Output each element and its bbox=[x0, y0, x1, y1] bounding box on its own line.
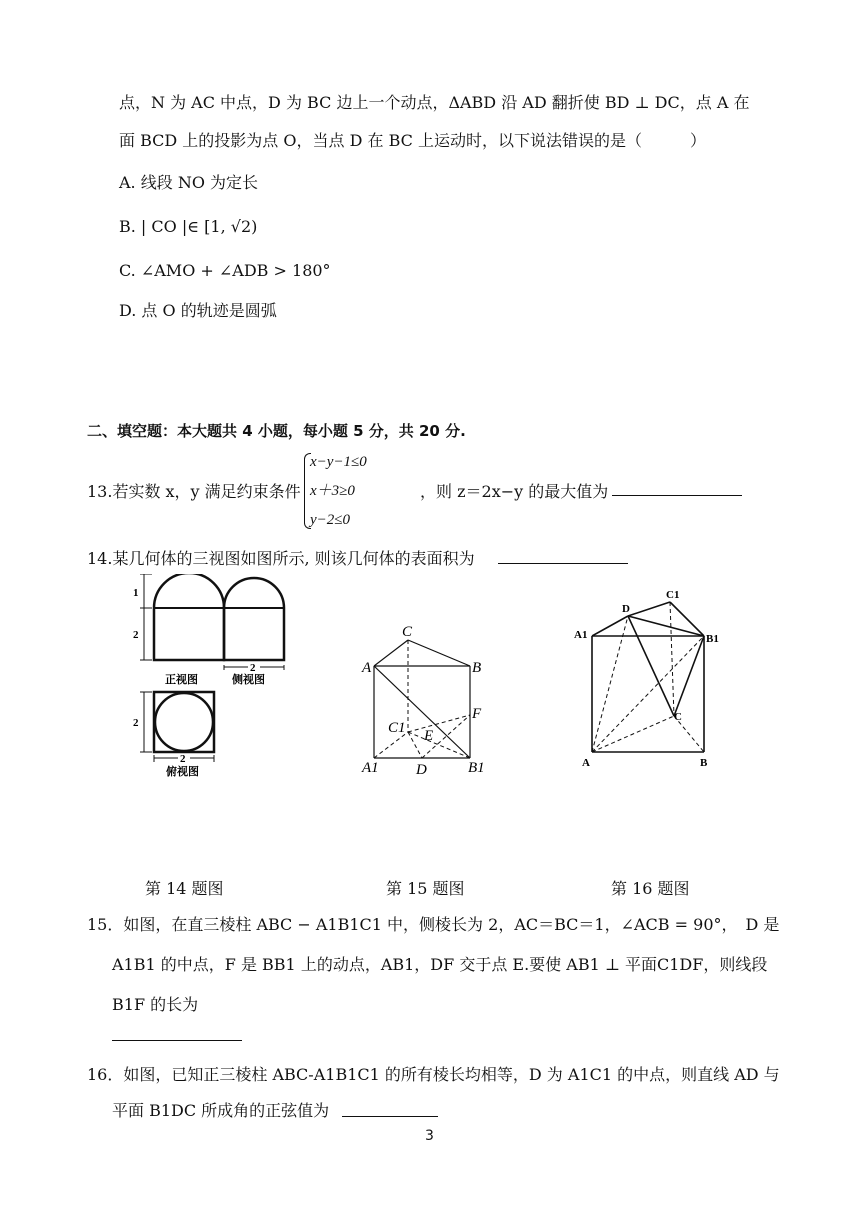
label-side-view: 侧视图 bbox=[232, 674, 265, 686]
dim-label-4: 2 bbox=[133, 717, 139, 729]
q13-constraint-1: x−y−1≤0 bbox=[310, 454, 367, 470]
label-top-view: 俯视图 bbox=[166, 766, 199, 778]
fig16-label-d: D bbox=[622, 603, 630, 615]
fig15-label-b1: B1 bbox=[468, 760, 485, 776]
fig15-label-c: C bbox=[402, 624, 413, 640]
dim-label-5: 2 bbox=[180, 753, 186, 765]
fig16-label-a: A bbox=[582, 757, 590, 769]
figure-16-prism bbox=[570, 588, 730, 772]
fig15-label-d: D bbox=[416, 762, 427, 778]
q16-line2: 平面 B1DC 所成角的正弦值为 bbox=[112, 1101, 330, 1120]
front-view-shape bbox=[154, 574, 224, 660]
q15-line1: 15．如图，在直三棱柱 ABC − A1B1C1 中，侧棱长为 2，AC＝BC＝1，∠ACB = 90°， D 是 bbox=[87, 915, 780, 934]
top-view-circle bbox=[155, 693, 213, 751]
q14-answer-blank[interactable] bbox=[498, 563, 628, 564]
q15-answer-blank[interactable] bbox=[112, 1040, 242, 1041]
q13-constraint-2: x＋3≥0 bbox=[310, 483, 355, 499]
figure-14-three-views bbox=[130, 574, 290, 780]
q12-option-a: A. 线段 NO 为定长 bbox=[119, 173, 259, 192]
q15-line3: B1F 的长为 bbox=[112, 995, 199, 1014]
q12-option-b: B. | CO |∈ [1, √2) bbox=[119, 217, 258, 236]
q13-prefix: 13.若实数 x，y 满足约束条件 bbox=[87, 482, 301, 501]
fig15-label-f: F bbox=[472, 706, 482, 722]
fig16-label-b: B bbox=[700, 757, 708, 769]
q12-option-c: C. ∠AMO + ∠ADB > 180° bbox=[119, 261, 331, 280]
q12-line1: 点，N 为 AC 中点，D 为 BC 边上一个动点，ΔABD 沿 AD 翻折使 BD ⊥ DC，点 A 在 bbox=[119, 93, 750, 112]
q16-answer-blank[interactable] bbox=[342, 1116, 438, 1117]
fig16-label-b1: B1 bbox=[706, 633, 719, 645]
q15-line2: A1B1 的中点，F 是 BB1 上的动点，AB1，DF 交于点 E.要使 AB1 ⊥ 平面C1DF，则线段 bbox=[112, 955, 768, 974]
fig16-label-a1: A1 bbox=[574, 629, 588, 641]
caption-fig15: 第 15 题图 bbox=[386, 879, 465, 898]
fig16-label-c1: C1 bbox=[666, 589, 680, 601]
dim-label-1: 1 bbox=[133, 587, 139, 599]
q13-constraint-3: y−2≤0 bbox=[310, 512, 351, 528]
side-view-shape bbox=[224, 578, 284, 660]
caption-fig14: 第 14 题图 bbox=[145, 879, 224, 898]
fig15-label-a1: A1 bbox=[362, 760, 379, 776]
label-front-view: 正视图 bbox=[165, 674, 198, 686]
fig15-label-e: E bbox=[424, 728, 434, 744]
dim-label-2: 2 bbox=[133, 629, 139, 641]
q14-text: 14.某几何体的三视图如图所示, 则该几何体的表面积为 bbox=[87, 549, 475, 568]
fig15-label-c1: C1 bbox=[388, 720, 406, 736]
section-title: 二、填空题：本大题共 4 小题，每小题 5 分，共 20 分. bbox=[87, 422, 466, 440]
fig15-label-a: A bbox=[362, 660, 372, 676]
figure-15-prism bbox=[358, 620, 498, 778]
page-number: 3 bbox=[425, 1128, 434, 1144]
caption-fig16: 第 16 题图 bbox=[611, 879, 690, 898]
dim-label-3: 2 bbox=[250, 662, 256, 674]
fig16-label-c: C bbox=[674, 711, 682, 723]
q16-line1: 16．如图，已知正三棱柱 ABC-A1B1C1 的所有棱长均相等，D 为 A1C1 的中点，则直线 AD 与 bbox=[87, 1065, 780, 1084]
q13-suffix: ，则 z＝2x−y 的最大值为 bbox=[420, 482, 609, 501]
q12-option-d: D. 点 O 的轨迹是圆弧 bbox=[119, 301, 277, 320]
fig15-label-b: B bbox=[472, 660, 482, 676]
q12-line2: 面 BCD 上的投影为点 O，当点 D 在 BC 上运动时，以下说法错误的是（ ） bbox=[119, 131, 706, 150]
q13-answer-blank[interactable] bbox=[612, 495, 742, 496]
